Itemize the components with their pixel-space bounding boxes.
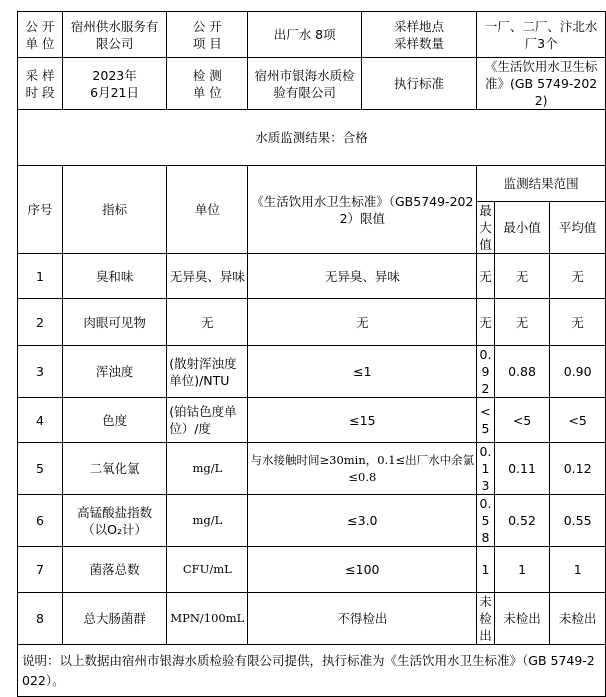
row-limit: 无	[248, 299, 477, 346]
standard-value: 《生活饮用水卫生标准》(GB 5749-2022)	[477, 58, 606, 110]
row-avg: 1	[550, 547, 606, 593]
row-limit: ≤3.0	[248, 495, 477, 547]
row-avg: 0.90	[550, 346, 606, 398]
row-max: 0.92	[477, 346, 495, 398]
table-row	[18, 547, 606, 593]
row-unit: (散射浑浊度单位)/NTU	[167, 346, 248, 398]
row-limit: ≤15	[248, 398, 477, 443]
col-indicator: 指标	[62, 166, 166, 254]
table-row	[18, 443, 606, 495]
unit-label: 公 开 单 位	[18, 12, 63, 58]
row-indicator: 浑浊度	[62, 346, 166, 398]
row-unit: mg/L	[167, 443, 248, 495]
col-unit: 单位	[167, 166, 248, 254]
col-limit: 《生活饮用水卫生标准》（GB5749-2022）限值	[248, 166, 477, 254]
row-max: 无	[477, 299, 495, 346]
row-max: 未检出	[477, 593, 495, 645]
row-indicator: 色度	[62, 398, 166, 443]
row-seq: 7	[18, 547, 63, 593]
table-row	[18, 593, 606, 645]
row-indicator: 臭和味	[62, 254, 166, 299]
col-range: 监测结果范围	[477, 166, 606, 202]
row-seq: 6	[18, 495, 63, 547]
row-unit: CFU/mL	[167, 547, 248, 593]
row-unit: 无异臭、异味	[167, 254, 248, 299]
site-value: 一厂、二厂、汴北水厂3个	[477, 12, 606, 58]
unit-value: 宿州供水服务有限公司	[62, 12, 166, 58]
row-max: 无	[477, 254, 495, 299]
row-max: 0.13	[477, 443, 495, 495]
col-max: 最大值	[477, 202, 495, 254]
row-indicator: 总大肠菌群	[62, 593, 166, 645]
row-max: 0.58	[477, 495, 495, 547]
col-avg: 平均值	[550, 202, 606, 254]
row-indicator: 肉眼可见物	[62, 299, 166, 346]
row-limit: 不得检出	[248, 593, 477, 645]
row-seq: 2	[18, 299, 63, 346]
row-min: 未检出	[494, 593, 550, 645]
period-label: 采 样 时 段	[18, 58, 63, 110]
row-unit: 无	[167, 299, 248, 346]
row-seq: 3	[18, 346, 63, 398]
row-max: 1	[477, 547, 495, 593]
report-table	[17, 11, 606, 697]
row-unit: (铂钴色度单位）/度	[167, 398, 248, 443]
table-row	[18, 299, 606, 346]
row-indicator: 高锰酸盐指数（以O₂计）	[62, 495, 166, 547]
water-quality-report	[17, 11, 606, 697]
row-max: <5	[477, 398, 495, 443]
item-label: 公 开 项 目	[167, 12, 248, 58]
row-limit: 无异臭、异味	[248, 254, 477, 299]
row-limit: ≤100	[248, 547, 477, 593]
note-text: 说明：以上数据由宿州市银海水质检验有限公司提供，执行标准为《生活饮用水卫生标准》（GB 5749-2022）。	[18, 645, 606, 697]
period-value: 2023年 6月21日	[62, 58, 166, 110]
table-row	[18, 495, 606, 547]
row-avg: 0.12	[550, 443, 606, 495]
item-value: 出厂水 8项	[248, 12, 361, 58]
row-limit: 与水接触时间≥30min，0.1≤出厂水中余氯≤0.8	[248, 443, 477, 495]
row-unit: mg/L	[167, 495, 248, 547]
row-seq: 8	[18, 593, 63, 645]
row-avg: 0.55	[550, 495, 606, 547]
col-min: 最小值	[494, 202, 550, 254]
row-avg: 无	[550, 299, 606, 346]
test-unit-value: 宿州市银海水质检验有限公司	[248, 58, 361, 110]
table-row	[18, 254, 606, 299]
row-seq: 5	[18, 443, 63, 495]
row-min: 0.88	[494, 346, 550, 398]
test-unit-label: 检 测 单 位	[167, 58, 248, 110]
row-unit: MPN/100mL	[167, 593, 248, 645]
row-indicator: 二氧化氯	[62, 443, 166, 495]
row-min: 无	[494, 254, 550, 299]
row-avg: <5	[550, 398, 606, 443]
row-limit: ≤1	[248, 346, 477, 398]
row-avg: 未检出	[550, 593, 606, 645]
row-seq: 1	[18, 254, 63, 299]
site-label: 采样地点 采样数量	[361, 12, 476, 58]
table-row	[18, 398, 606, 443]
row-indicator: 菌落总数	[62, 547, 166, 593]
result-text: 水质监测结果：合格	[18, 110, 606, 166]
row-min: 1	[494, 547, 550, 593]
table-row	[18, 346, 606, 398]
row-min: 0.52	[494, 495, 550, 547]
standard-label: 执行标准	[361, 58, 476, 110]
row-min: 无	[494, 299, 550, 346]
row-avg: 无	[550, 254, 606, 299]
row-min: <5	[494, 398, 550, 443]
row-min: 0.11	[494, 443, 550, 495]
col-seq: 序号	[18, 166, 63, 254]
row-seq: 4	[18, 398, 63, 443]
